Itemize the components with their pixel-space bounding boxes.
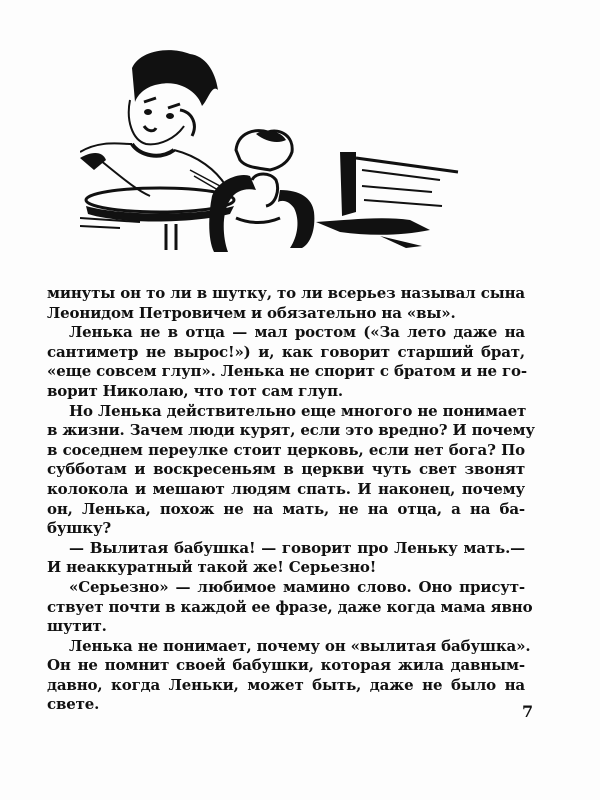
paragraph: [47, 401, 535, 539]
paragraph: [47, 636, 531, 715]
text-line: давно, когда Леньки, может быть, даже не было на: [47, 675, 525, 694]
text-line: ворит Николаю, что тот сам глуп.: [47, 381, 344, 400]
text-line: Ленька не в отца — мал ростом («За лето даже на: [69, 323, 525, 342]
text-line: шутит.: [47, 617, 107, 636]
text-line: ствует почти в каждой ее фразе, даже когда мама явно: [47, 597, 533, 616]
boy-at-table-illustration: [80, 40, 480, 280]
text-line: И неаккуратный такой же! Серьезно!: [47, 558, 377, 577]
text-line: Но Ленька действительно еще многого не понимает: [69, 401, 527, 420]
paragraph: [47, 323, 525, 401]
text-line: Ленька не понимает, почему он «вылитая бабушка».: [69, 636, 531, 655]
text-line: «еще совсем глуп». Ленька не спорит с братом и не го-: [47, 362, 527, 381]
text-line: — Вылитая бабушка! — говорит про Леньку мать.—: [69, 538, 525, 557]
paragraph: [47, 577, 533, 637]
text-line: он, Ленька, похож не на мать, не на отца, а на ба-: [47, 499, 525, 518]
page-number: 7: [522, 702, 534, 721]
text-line: в соседнем переулке стоит церковь, если нет бога? По: [47, 440, 525, 459]
text-line: субботам и воскресеньям в церкви чуть свет звонят: [47, 460, 525, 479]
text-line: в жизни. Зачем люди курят, если это вредно? И почему: [47, 421, 535, 440]
text-line: Леонидом Петровичем и обязательно на «вы».: [47, 303, 456, 322]
body-text: [47, 284, 535, 715]
paragraph: [47, 284, 525, 323]
text-line: сантиметр не вырос!») и, как говорит старший брат,: [47, 342, 525, 361]
text-line: свете.: [47, 695, 100, 714]
text-line: колокола и мешают людям спать. И наконец, почему: [47, 479, 525, 498]
text-line: бушку?: [47, 519, 112, 538]
text-line: минуты он то ли в шутку, то ли всерьез называл сына: [47, 284, 525, 302]
paragraph: [47, 539, 525, 578]
text-line: Он не помнит своей бабушки, которая жила давным-: [47, 656, 525, 675]
text-line: «Серьезно» — любимое мамино слово. Оно присут-: [69, 577, 525, 596]
